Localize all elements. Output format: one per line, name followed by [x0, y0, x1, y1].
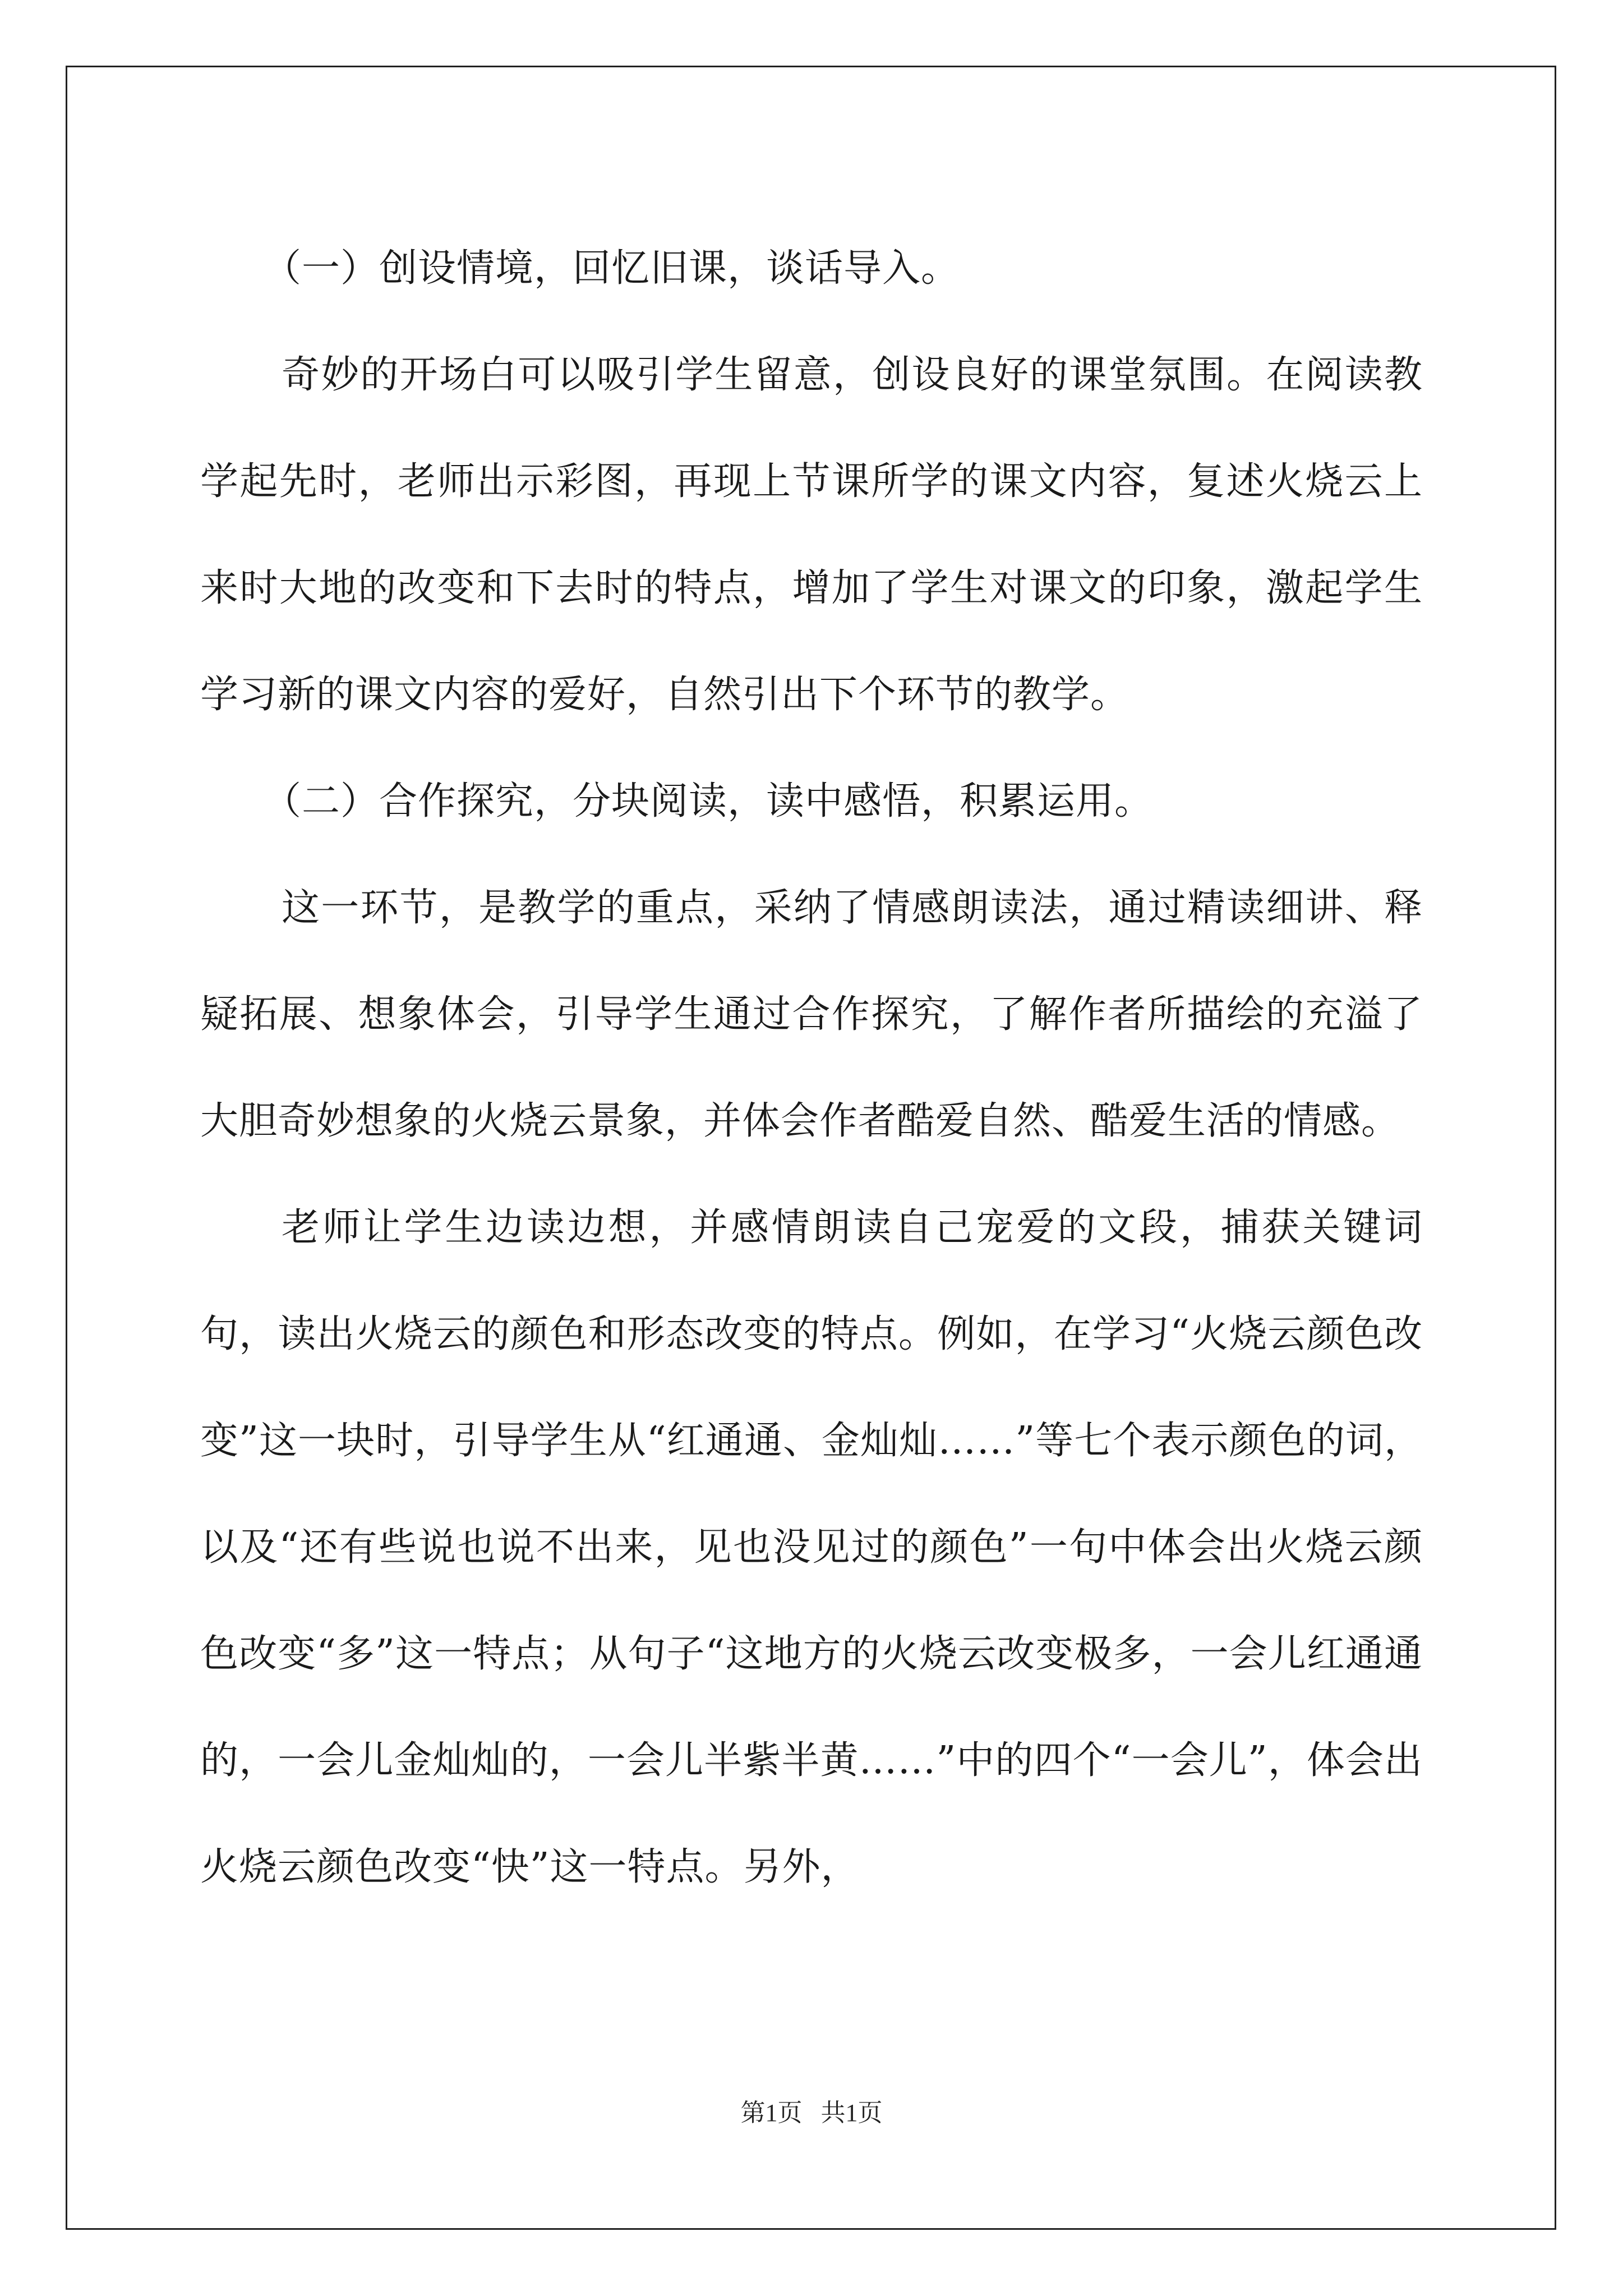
paragraph-1: 奇妙的开场白可以吸引学生留意，创设良好的课堂氛围。在阅读教学起先时，老师出示彩图，再现上节课所学的课文内容，复述火烧云上来时大地的改变和下去时的特点，增加了学生对课文的印象，激起学生学习新的课文内容的爱好，自然引出下个环节的教学。 [200, 353, 1423, 717]
document-body [200, 215, 1423, 1921]
paragraph-3: 老师让学生边读边想，并感情朗读自己宠爱的文段，捕获关键词句，读出火烧云的颜色和形态改变的特点。例如，在学习“火烧云颜色改变”这一块时，引导学生从“红通通、金灿灿……”等七个表示颜色的词，以及“还有些说也说不出来，见也没见过的颜色”一句中体会出火烧云颜色改变“多”这一特点；从句子“这地方的火烧云改变极多，一会儿红通通的，一会儿金灿灿的，一会儿半紫半黄……”中的四个“一会儿”，体会出火烧云颜色改变“快”这一特点。另外， [200, 1205, 1423, 1889]
page-number: 第1页 [740, 2099, 803, 2127]
section-heading-2: （二）合作探究，分块阅读，读中感悟，积累运用。 [263, 779, 1154, 823]
paragraph-2: 这一环节，是教学的重点，采纳了情感朗读法，通过精读细讲、释疑拓展、想象体会，引导学生通过合作探究，了解作者所描绘的充溢了大胆奇妙想象的火烧云景象，并体会作者酷爱自然、酷爱生活的情感。 [200, 886, 1423, 1143]
section-heading-1: （一）创设情境，回忆旧课，谈话导入。 [263, 246, 960, 291]
page-footer [0, 2092, 1623, 2128]
page-total: 共1页 [820, 2099, 883, 2127]
